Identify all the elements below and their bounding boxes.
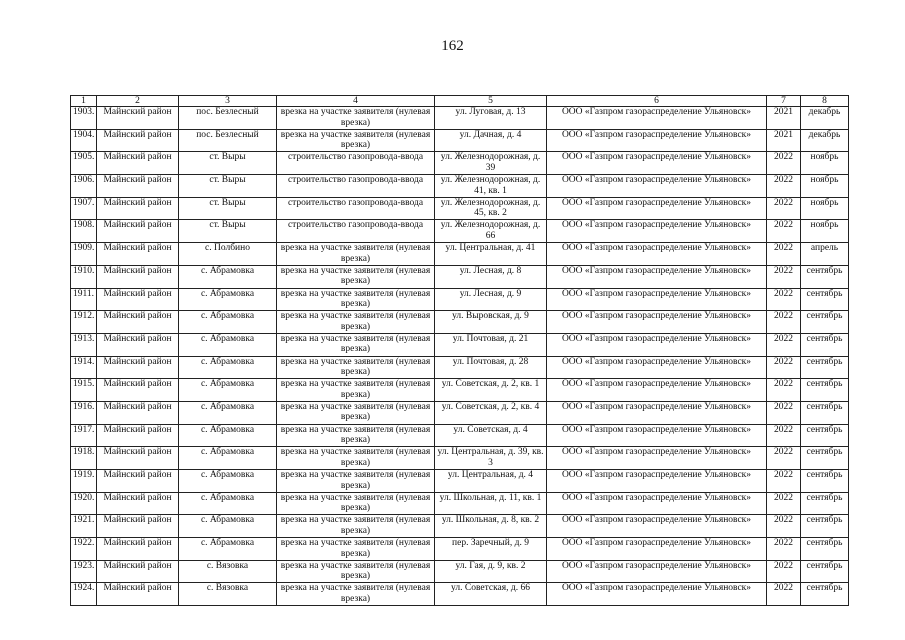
row-number: 1909. [71, 243, 97, 266]
column-header: 1 [71, 96, 97, 107]
table-row [71, 197, 849, 220]
table-row [71, 492, 849, 515]
work-type-cell: врезка на участке заявителя (нулевая врезка) [277, 424, 435, 447]
organization-cell: ООО «Газпром газораспределение Ульяновск» [547, 197, 767, 220]
month-cell: ноябрь [801, 175, 849, 198]
work-type-cell: строительство газопровода-ввода [277, 197, 435, 220]
organization-cell: ООО «Газпром газораспределение Ульяновск» [547, 470, 767, 493]
address-cell: ул. Гая, д. 9, кв. 2 [435, 560, 547, 583]
table-row [71, 333, 849, 356]
address-cell: ул. Почтовая, д. 21 [435, 333, 547, 356]
row-number: 1912. [71, 311, 97, 334]
row-number: 1915. [71, 379, 97, 402]
month-cell: сентябрь [801, 401, 849, 424]
address-cell: ул. Советская, д. 2, кв. 1 [435, 379, 547, 402]
work-type-cell: врезка на участке заявителя (нулевая врезка) [277, 515, 435, 538]
organization-cell: ООО «Газпром газораспределение Ульяновск» [547, 492, 767, 515]
table-row [71, 288, 849, 311]
district-cell: Майнский район [97, 492, 179, 515]
month-cell: сентябрь [801, 265, 849, 288]
month-cell: сентябрь [801, 515, 849, 538]
row-number: 1919. [71, 470, 97, 493]
work-type-cell: врезка на участке заявителя (нулевая врезка) [277, 243, 435, 266]
table-row [71, 220, 849, 243]
month-cell: сентябрь [801, 356, 849, 379]
address-cell: ул. Выровская, д. 9 [435, 311, 547, 334]
district-cell: Майнский район [97, 379, 179, 402]
settlement-cell: с. Абрамовка [179, 492, 277, 515]
row-number: 1911. [71, 288, 97, 311]
settlement-cell: с. Вязовка [179, 560, 277, 583]
district-cell: Майнский район [97, 107, 179, 130]
table-row [71, 560, 849, 583]
month-cell: сентябрь [801, 379, 849, 402]
address-cell: пер. Заречный, д. 9 [435, 538, 547, 561]
month-cell: сентябрь [801, 538, 849, 561]
row-number: 1918. [71, 447, 97, 470]
address-cell: ул. Железнодорожная, д. 41, кв. 1 [435, 175, 547, 198]
year-cell: 2022 [767, 379, 801, 402]
address-cell: ул. Центральная, д. 41 [435, 243, 547, 266]
settlement-cell: с. Абрамовка [179, 401, 277, 424]
work-type-cell: строительство газопровода-ввода [277, 175, 435, 198]
page-number: 162 [441, 38, 464, 54]
district-cell: Майнский район [97, 220, 179, 243]
table-row [71, 129, 849, 152]
settlement-cell: с. Вязовка [179, 583, 277, 606]
work-type-cell: врезка на участке заявителя (нулевая врезка) [277, 583, 435, 606]
district-cell: Майнский район [97, 265, 179, 288]
year-cell: 2022 [767, 288, 801, 311]
organization-cell: ООО «Газпром газораспределение Ульяновск» [547, 288, 767, 311]
address-cell: ул. Школьная, д. 8, кв. 2 [435, 515, 547, 538]
address-cell: ул. Луговая, д. 13 [435, 107, 547, 130]
work-type-cell: врезка на участке заявителя (нулевая врезка) [277, 470, 435, 493]
row-number: 1921. [71, 515, 97, 538]
district-cell: Майнский район [97, 401, 179, 424]
organization-cell: ООО «Газпром газораспределение Ульяновск» [547, 401, 767, 424]
organization-cell: ООО «Газпром газораспределение Ульяновск» [547, 560, 767, 583]
organization-cell: ООО «Газпром газораспределение Ульяновск» [547, 447, 767, 470]
organization-cell: ООО «Газпром газораспределение Ульяновск» [547, 538, 767, 561]
settlement-cell: ст. Выры [179, 175, 277, 198]
table-row [71, 311, 849, 334]
year-cell: 2022 [767, 583, 801, 606]
address-cell: ул. Железнодорожная, д. 66 [435, 220, 547, 243]
settlement-cell: с. Абрамовка [179, 265, 277, 288]
address-cell: ул. Советская, д. 4 [435, 424, 547, 447]
organization-cell: ООО «Газпром газораспределение Ульяновск» [547, 356, 767, 379]
month-cell: сентябрь [801, 560, 849, 583]
work-type-cell: врезка на участке заявителя (нулевая врезка) [277, 288, 435, 311]
organization-cell: ООО «Газпром газораспределение Ульяновск» [547, 311, 767, 334]
column-header: 5 [435, 96, 547, 107]
month-cell: ноябрь [801, 152, 849, 175]
address-cell: ул. Почтовая, д. 28 [435, 356, 547, 379]
table-row [71, 583, 849, 606]
column-header: 6 [547, 96, 767, 107]
month-cell: сентябрь [801, 583, 849, 606]
month-cell: сентябрь [801, 470, 849, 493]
organization-cell: ООО «Газпром газораспределение Ульяновск» [547, 583, 767, 606]
row-number: 1905. [71, 152, 97, 175]
district-cell: Майнский район [97, 560, 179, 583]
district-cell: Майнский район [97, 311, 179, 334]
month-cell: ноябрь [801, 220, 849, 243]
organization-cell: ООО «Газпром газораспределение Ульяновск» [547, 515, 767, 538]
row-number: 1917. [71, 424, 97, 447]
year-cell: 2021 [767, 129, 801, 152]
table-row [71, 515, 849, 538]
table-row [71, 107, 849, 130]
settlement-cell: с. Абрамовка [179, 333, 277, 356]
column-header: 3 [179, 96, 277, 107]
settlement-cell: с. Абрамовка [179, 379, 277, 402]
month-cell: сентябрь [801, 447, 849, 470]
year-cell: 2022 [767, 333, 801, 356]
year-cell: 2022 [767, 560, 801, 583]
year-cell: 2022 [767, 356, 801, 379]
address-cell: ул. Школьная, д. 11, кв. 1 [435, 492, 547, 515]
row-number: 1924. [71, 583, 97, 606]
column-number-row [71, 96, 849, 107]
year-cell: 2022 [767, 175, 801, 198]
district-cell: Майнский район [97, 333, 179, 356]
year-cell: 2022 [767, 152, 801, 175]
organization-cell: ООО «Газпром газораспределение Ульяновск» [547, 333, 767, 356]
table-row [71, 152, 849, 175]
work-type-cell: врезка на участке заявителя (нулевая врезка) [277, 447, 435, 470]
settlement-cell: пос. Безлесный [179, 129, 277, 152]
row-number: 1923. [71, 560, 97, 583]
settlement-cell: ст. Выры [179, 152, 277, 175]
settlement-cell: с. Абрамовка [179, 447, 277, 470]
address-cell: ул. Железнодорожная, д. 39 [435, 152, 547, 175]
year-cell: 2021 [767, 107, 801, 130]
year-cell: 2022 [767, 538, 801, 561]
month-cell: сентябрь [801, 333, 849, 356]
year-cell: 2022 [767, 265, 801, 288]
column-header: 7 [767, 96, 801, 107]
table-row [71, 538, 849, 561]
organization-cell: ООО «Газпром газораспределение Ульяновск» [547, 129, 767, 152]
work-type-cell: врезка на участке заявителя (нулевая врезка) [277, 311, 435, 334]
row-number: 1906. [71, 175, 97, 198]
district-cell: Майнский район [97, 243, 179, 266]
district-cell: Майнский район [97, 515, 179, 538]
settlement-cell: ст. Выры [179, 197, 277, 220]
organization-cell: ООО «Газпром газораспределение Ульяновск» [547, 243, 767, 266]
year-cell: 2022 [767, 401, 801, 424]
month-cell: декабрь [801, 107, 849, 130]
year-cell: 2022 [767, 220, 801, 243]
work-type-cell: врезка на участке заявителя (нулевая врезка) [277, 492, 435, 515]
table-row [71, 379, 849, 402]
work-type-cell: врезка на участке заявителя (нулевая врезка) [277, 107, 435, 130]
district-cell: Майнский район [97, 288, 179, 311]
work-type-cell: врезка на участке заявителя (нулевая врезка) [277, 401, 435, 424]
table-row [71, 447, 849, 470]
month-cell: декабрь [801, 129, 849, 152]
work-type-cell: врезка на участке заявителя (нулевая врезка) [277, 560, 435, 583]
work-type-cell: врезка на участке заявителя (нулевая врезка) [277, 379, 435, 402]
year-cell: 2022 [767, 470, 801, 493]
row-number: 1916. [71, 401, 97, 424]
settlement-cell: с. Абрамовка [179, 288, 277, 311]
year-cell: 2022 [767, 515, 801, 538]
column-header: 8 [801, 96, 849, 107]
address-cell: ул. Центральная, д. 4 [435, 470, 547, 493]
table-row [71, 265, 849, 288]
work-type-cell: строительство газопровода-ввода [277, 152, 435, 175]
organization-cell: ООО «Газпром газораспределение Ульяновск» [547, 107, 767, 130]
table-row [71, 175, 849, 198]
year-cell: 2022 [767, 447, 801, 470]
settlement-cell: с. Абрамовка [179, 515, 277, 538]
district-cell: Майнский район [97, 197, 179, 220]
district-cell: Майнский район [97, 152, 179, 175]
district-cell: Майнский район [97, 583, 179, 606]
year-cell: 2022 [767, 311, 801, 334]
table-row [71, 243, 849, 266]
district-cell: Майнский район [97, 129, 179, 152]
row-number: 1907. [71, 197, 97, 220]
work-type-cell: врезка на участке заявителя (нулевая врезка) [277, 333, 435, 356]
year-cell: 2022 [767, 492, 801, 515]
settlement-cell: пос. Безлесный [179, 107, 277, 130]
address-cell: ул. Советская, д. 66 [435, 583, 547, 606]
address-cell: ул. Дачная, д. 4 [435, 129, 547, 152]
organization-cell: ООО «Газпром газораспределение Ульяновск» [547, 424, 767, 447]
column-header: 2 [97, 96, 179, 107]
month-cell: сентябрь [801, 311, 849, 334]
month-cell: сентябрь [801, 288, 849, 311]
address-cell: ул. Лесная, д. 9 [435, 288, 547, 311]
organization-cell: ООО «Газпром газораспределение Ульяновск» [547, 152, 767, 175]
address-cell: ул. Советская, д. 2, кв. 4 [435, 401, 547, 424]
month-cell: сентябрь [801, 424, 849, 447]
district-cell: Майнский район [97, 175, 179, 198]
month-cell: апрель [801, 243, 849, 266]
month-cell: ноябрь [801, 197, 849, 220]
organization-cell: ООО «Газпром газораспределение Ульяновск» [547, 175, 767, 198]
month-cell: сентябрь [801, 492, 849, 515]
address-cell: ул. Центральная, д. 39, кв. 3 [435, 447, 547, 470]
district-cell: Майнский район [97, 356, 179, 379]
settlement-cell: с. Абрамовка [179, 470, 277, 493]
organization-cell: ООО «Газпром газораспределение Ульяновск» [547, 265, 767, 288]
registry-table [70, 95, 849, 606]
district-cell: Майнский район [97, 538, 179, 561]
work-type-cell: врезка на участке заявителя (нулевая врезка) [277, 356, 435, 379]
work-type-cell: строительство газопровода-ввода [277, 220, 435, 243]
address-cell: ул. Лесная, д. 8 [435, 265, 547, 288]
table-body [71, 107, 849, 606]
row-number: 1910. [71, 265, 97, 288]
row-number: 1903. [71, 107, 97, 130]
settlement-cell: с. Абрамовка [179, 538, 277, 561]
settlement-cell: ст. Выры [179, 220, 277, 243]
settlement-cell: с. Абрамовка [179, 424, 277, 447]
table-row [71, 470, 849, 493]
work-type-cell: врезка на участке заявителя (нулевая врезка) [277, 265, 435, 288]
row-number: 1908. [71, 220, 97, 243]
year-cell: 2022 [767, 424, 801, 447]
row-number: 1914. [71, 356, 97, 379]
row-number: 1904. [71, 129, 97, 152]
column-header: 4 [277, 96, 435, 107]
district-cell: Майнский район [97, 470, 179, 493]
address-cell: ул. Железнодорожная, д. 45, кв. 2 [435, 197, 547, 220]
district-cell: Майнский район [97, 424, 179, 447]
row-number: 1913. [71, 333, 97, 356]
row-number: 1920. [71, 492, 97, 515]
district-cell: Майнский район [97, 447, 179, 470]
year-cell: 2022 [767, 197, 801, 220]
table-row [71, 401, 849, 424]
table-row [71, 424, 849, 447]
table-row [71, 356, 849, 379]
organization-cell: ООО «Газпром газораспределение Ульяновск» [547, 220, 767, 243]
settlement-cell: с. Полбино [179, 243, 277, 266]
settlement-cell: с. Абрамовка [179, 311, 277, 334]
work-type-cell: врезка на участке заявителя (нулевая врезка) [277, 538, 435, 561]
organization-cell: ООО «Газпром газораспределение Ульяновск» [547, 379, 767, 402]
settlement-cell: с. Абрамовка [179, 356, 277, 379]
work-type-cell: врезка на участке заявителя (нулевая врезка) [277, 129, 435, 152]
year-cell: 2022 [767, 243, 801, 266]
row-number: 1922. [71, 538, 97, 561]
